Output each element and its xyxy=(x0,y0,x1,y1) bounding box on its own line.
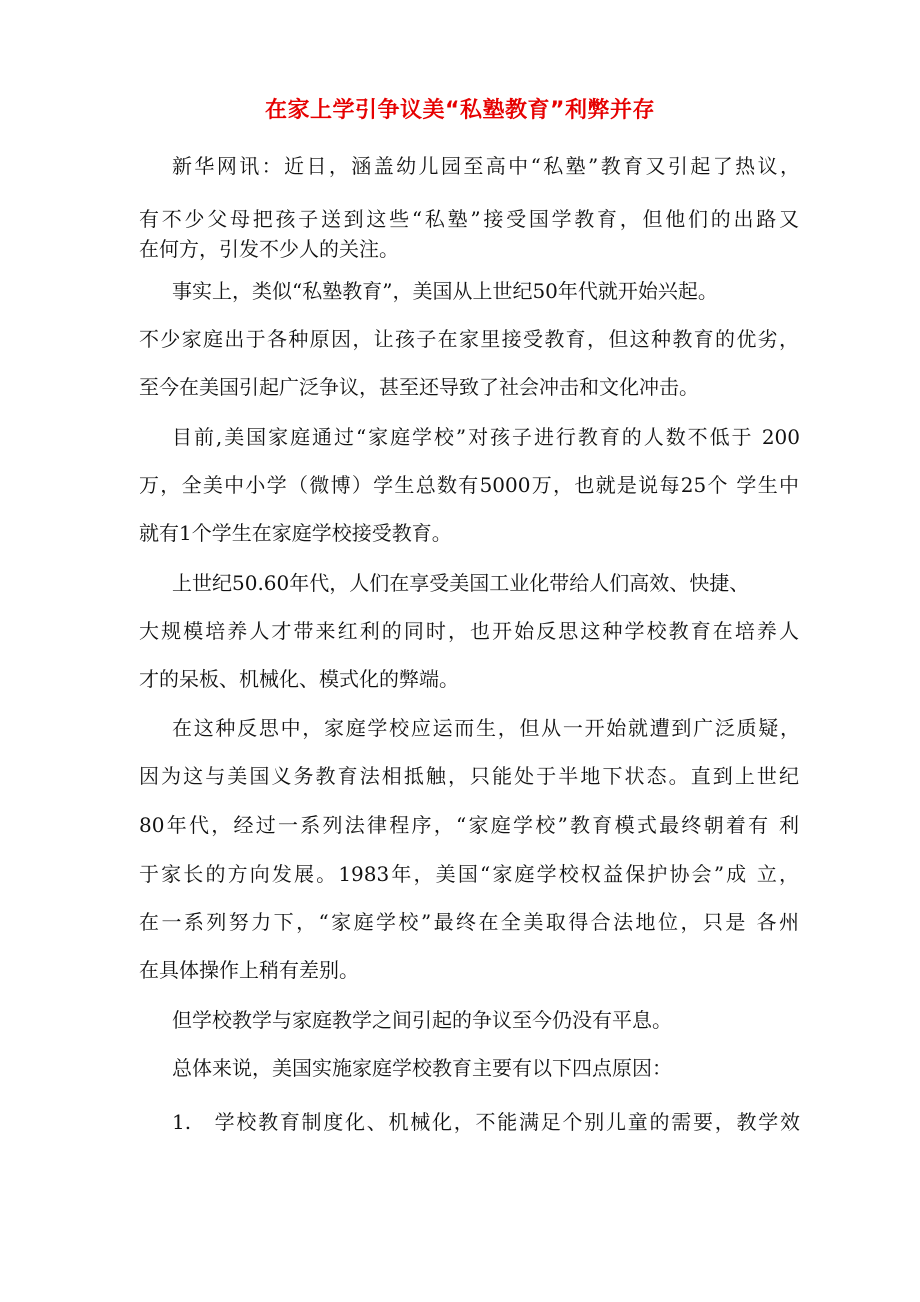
text-line: 事实上，类似“私塾教育”，美国从上世纪50年代就开始兴起。 xyxy=(172,279,718,303)
text-line: 有不少父母把孩子送到这些“私塾”接受国学教育，但他们的出路又 xyxy=(139,207,799,231)
list-item: 1. 学校教育制度化、机械化，不能满足个别儿童的需要，教学效 xyxy=(172,1110,800,1134)
text-line: 但学校教学与家庭教学之间引起的争议至今仍没有平息。 xyxy=(172,1008,672,1032)
text-line: 在何方，引发不少人的关注。 xyxy=(139,237,399,261)
text-line: 于家长的方向发展。1983年，美国“家庭学校权益保护协会”成 立， xyxy=(139,862,799,886)
text-line: 大规模培养人才带来红利的同时，也开始反思这种学校教育在培养人 xyxy=(139,619,799,643)
text-line: 不少家庭出于各种原因，让孩子在家里接受教育，但这种教育的优劣， xyxy=(139,327,799,351)
text-line: 就有1个学生在家庭学校接受教育。 xyxy=(139,521,452,545)
text-line: 在一系列努力下，“家庭学校”最终在全美取得合法地位，只是 各州 xyxy=(139,910,799,934)
text-line: 目前,美国家庭通过“家庭学校”对孩子进行教育的人数不低于 200 xyxy=(172,425,800,449)
text-line: 至今在美国引起广泛争议，甚至还导致了社会冲击和文化冲击。 xyxy=(139,375,699,399)
article-title: 在家上学引争议美“私塾教育”利弊并存 xyxy=(265,98,655,123)
text-line: 在具体操作上稍有差别。 xyxy=(139,958,359,982)
text-line: 因为这与美国义务教育法相抵触，只能处于半地下状态。直到上世纪 xyxy=(139,764,799,788)
text-line: 上世纪50.60年代，人们在享受美国工业化带给人们高效、快捷、 xyxy=(172,571,750,595)
text-line: 在这种反思中，家庭学校应运而生，但从一开始就遭到广泛质疑， xyxy=(172,716,800,740)
text-line: 才的呆板、机械化、模式化的弊端。 xyxy=(139,667,459,691)
text-line: 80年代，经过一系列法律程序，“家庭学校”教育模式最终朝着有 利 xyxy=(139,813,799,837)
text-line: 总体来说，美国实施家庭学校教育主要有以下四点原因： xyxy=(172,1056,672,1080)
text-line: 万，全美中小学（微博）学生总数有5000万，也就是说每25个 学生中 xyxy=(139,473,799,497)
text-line: 新华网讯：近日，涵盖幼儿园至高中“私塾”教育又引起了热议， xyxy=(172,154,800,178)
